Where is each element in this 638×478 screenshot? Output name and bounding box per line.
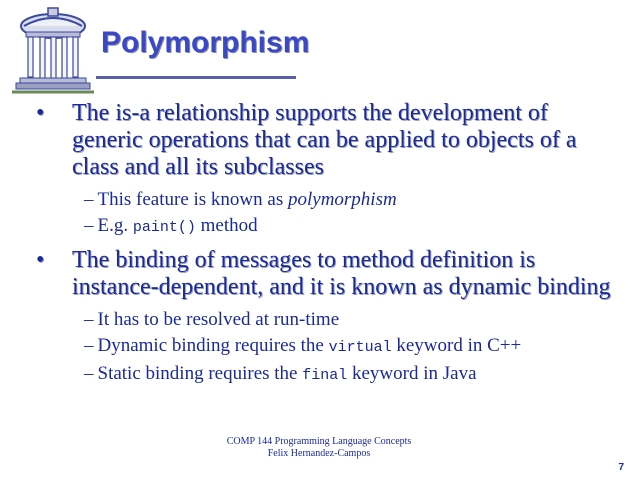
- slide-footer: [0, 436, 638, 460]
- old-well-pavilion-icon: [10, 6, 96, 96]
- code-final: final: [302, 367, 348, 384]
- sub-bullet-text-post: keyword in C++: [391, 335, 522, 356]
- sub-bullet-1-2: [36, 213, 616, 241]
- bullet-2-text: The binding of messages to method definition is instance-dependent, and it is known as dynamic binding: [72, 247, 611, 300]
- sub-bullet-text: Dynamic binding requires the: [97, 335, 329, 356]
- sub-bullet-2-1: [36, 307, 616, 333]
- bullet-list: [36, 100, 616, 389]
- title-underline: [96, 76, 296, 79]
- sub-bullet-dash: –: [84, 215, 94, 236]
- sub-bullet-dash: –: [84, 363, 94, 384]
- sub-bullet-text: E.g.: [97, 215, 133, 236]
- bullet-2: [36, 247, 616, 301]
- bullet-1: [36, 100, 616, 181]
- sub-bullet-text: Static binding requires the: [97, 363, 303, 384]
- sub-bullet-dash: –: [84, 309, 94, 330]
- code-virtual: virtual: [328, 339, 392, 356]
- sub-bullet-dash: –: [84, 189, 94, 210]
- footer-course: COMP 144 Programming Language Concepts: [226, 436, 412, 447]
- sub-bullet-2-2: [36, 333, 616, 361]
- sub-bullet-1-1: [36, 187, 616, 213]
- sub-bullet-2-3: [36, 361, 616, 389]
- code-paint: paint(): [132, 219, 196, 236]
- sub-bullet-text-post: keyword in Java: [347, 363, 477, 384]
- bullet-dot: •: [36, 100, 45, 126]
- emphasis-polymorphism: polymorphism: [287, 189, 397, 210]
- sub-bullet-text-post: method: [195, 215, 258, 236]
- bullet-1-text: The is-a relationship supports the development of generic operations that can be applied to objects of a class and all its subclasses: [72, 100, 577, 180]
- bullet-dot: •: [36, 247, 45, 273]
- sub-bullet-dash: –: [84, 335, 94, 356]
- page-number: 7: [618, 462, 624, 473]
- slide-title: Polymorphism: [101, 26, 310, 59]
- footer-author: Felix Hernandez-Campos: [267, 448, 371, 459]
- sub-bullet-text: It has to be resolved at run-time: [97, 309, 340, 330]
- sub-bullet-text: This feature is known as: [97, 189, 288, 210]
